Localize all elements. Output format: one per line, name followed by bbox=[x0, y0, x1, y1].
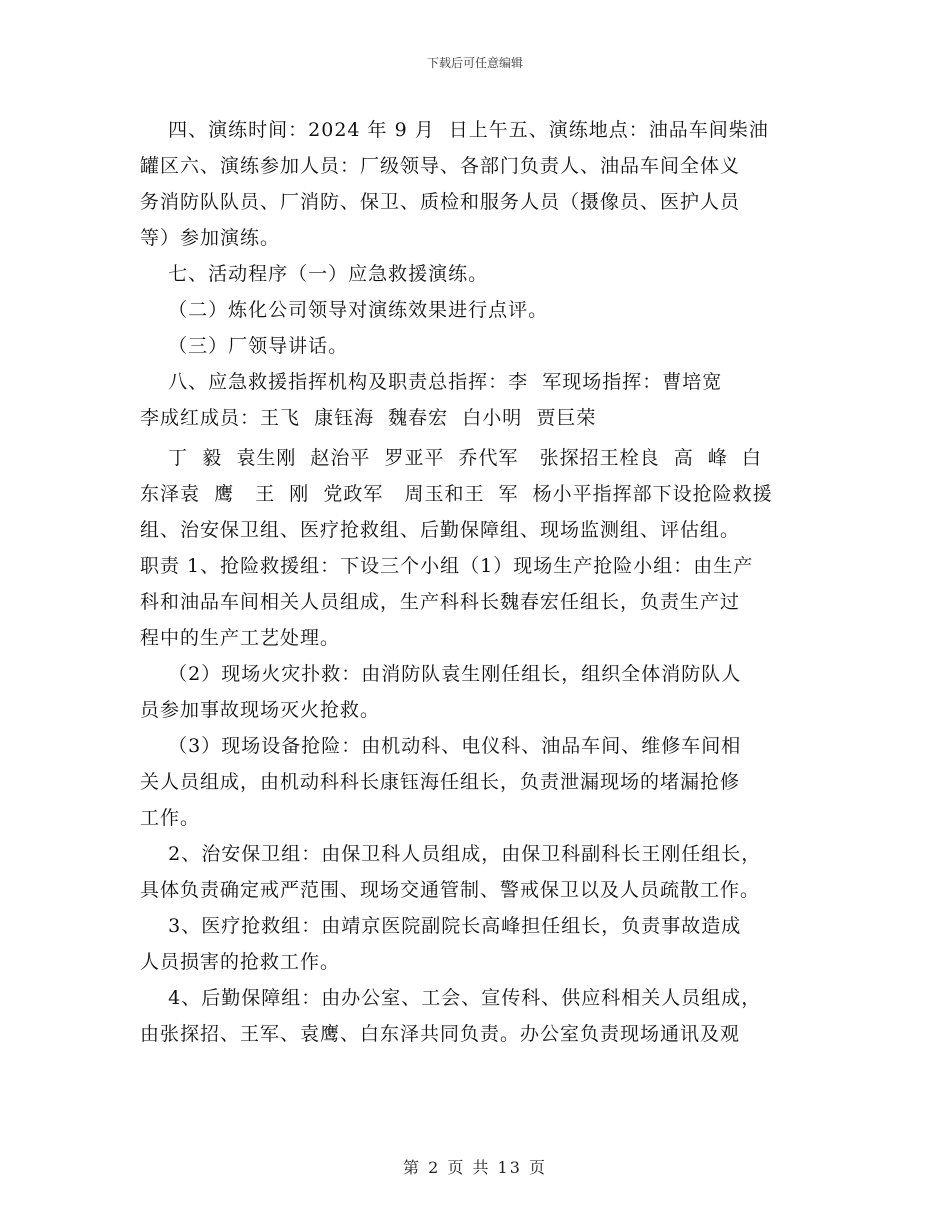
body-line: 丁 毅 袁生刚 赵治平 罗亚平 乔代军 张探招王栓良 高 峰 白 bbox=[140, 447, 762, 469]
body-line: 科和油品车间相关人员组成，生产科科长魏春宏任组长，负责生产过 bbox=[140, 591, 741, 613]
page-header-note: 下载后可任意编辑 bbox=[426, 56, 523, 70]
body-line: （三）厂领导讲话。 bbox=[140, 335, 349, 357]
body-line: 具体负责确定戒严范围、现场交通管制、警戒保卫以及人员疏散工作。 bbox=[140, 879, 761, 901]
body-line: 由张探招、王军、袁鹰、白东泽共同负责。办公室负责现场通讯及观 bbox=[140, 1023, 741, 1045]
body-line: 职责 1、抢险救援组：下设三个小组（1）现场生产抢险小组：由生产 bbox=[140, 555, 754, 577]
body-line: 四、演练时间：2024 年 9 月 日上午五、演练地点：油品车间柴油 bbox=[140, 119, 769, 141]
body-line: （2）现场火灾扑救：由消防队袁生刚任组长，组织全体消防队人 bbox=[140, 663, 742, 685]
body-line: 八、应急救援指挥机构及职责总指挥：李 军现场指挥：曹培宽 bbox=[140, 371, 723, 393]
body-line: 关人员组成，由机动科科长康钰海任组长，负责泄漏现场的堵漏抢修 bbox=[140, 771, 741, 793]
body-line: 组、治安保卫组、医疗抢救组、后勤保障组、现场监测组、评估组。 bbox=[140, 519, 741, 541]
body-line: 罐区六、演练参加人员：厂级领导、各部门负责人、油品车间全体义 bbox=[140, 155, 741, 177]
body-line: 人员损害的抢救工作。 bbox=[140, 951, 341, 973]
body-line: 3、医疗抢救组：由靖京医院副院长高峰担任组长，负责事故造成 bbox=[140, 915, 742, 937]
body-line: 员参加事故现场灭火抢救。 bbox=[140, 699, 381, 721]
body-line: 工作。 bbox=[140, 807, 201, 829]
document-body bbox=[140, 112, 830, 1052]
page-number: 第 2 页 共 13 页 bbox=[403, 1158, 547, 1177]
body-line: 李成红成员：王飞 康钰海 魏春宏 白小明 贾巨荣 bbox=[140, 407, 597, 429]
body-line: 七、活动程序（一）应急救援演练。 bbox=[140, 263, 489, 285]
body-line: 4、后勤保障组：由办公室、工会、宣传科、供应科相关人员组成， bbox=[140, 987, 762, 1009]
body-line: 等）参加演练。 bbox=[140, 227, 281, 249]
body-line: 东泽袁 鹰 王 刚 党政军 周玉和王 军 杨小平指挥部下设抢险救援 bbox=[140, 483, 773, 505]
body-line: （3）现场设备抢险：由机动科、电仪科、油品车间、维修车间相 bbox=[140, 735, 742, 757]
body-line: 程中的生产工艺处理。 bbox=[140, 627, 341, 649]
body-line: （二）炼化公司领导对演练效果进行点评。 bbox=[140, 299, 549, 321]
body-line: 2、治安保卫组：由保卫科人员组成，由保卫科副科长王刚任组长， bbox=[140, 843, 762, 865]
body-line: 务消防队队员、厂消防、保卫、质检和服务人员（摄像员、医护人员 bbox=[140, 191, 741, 213]
